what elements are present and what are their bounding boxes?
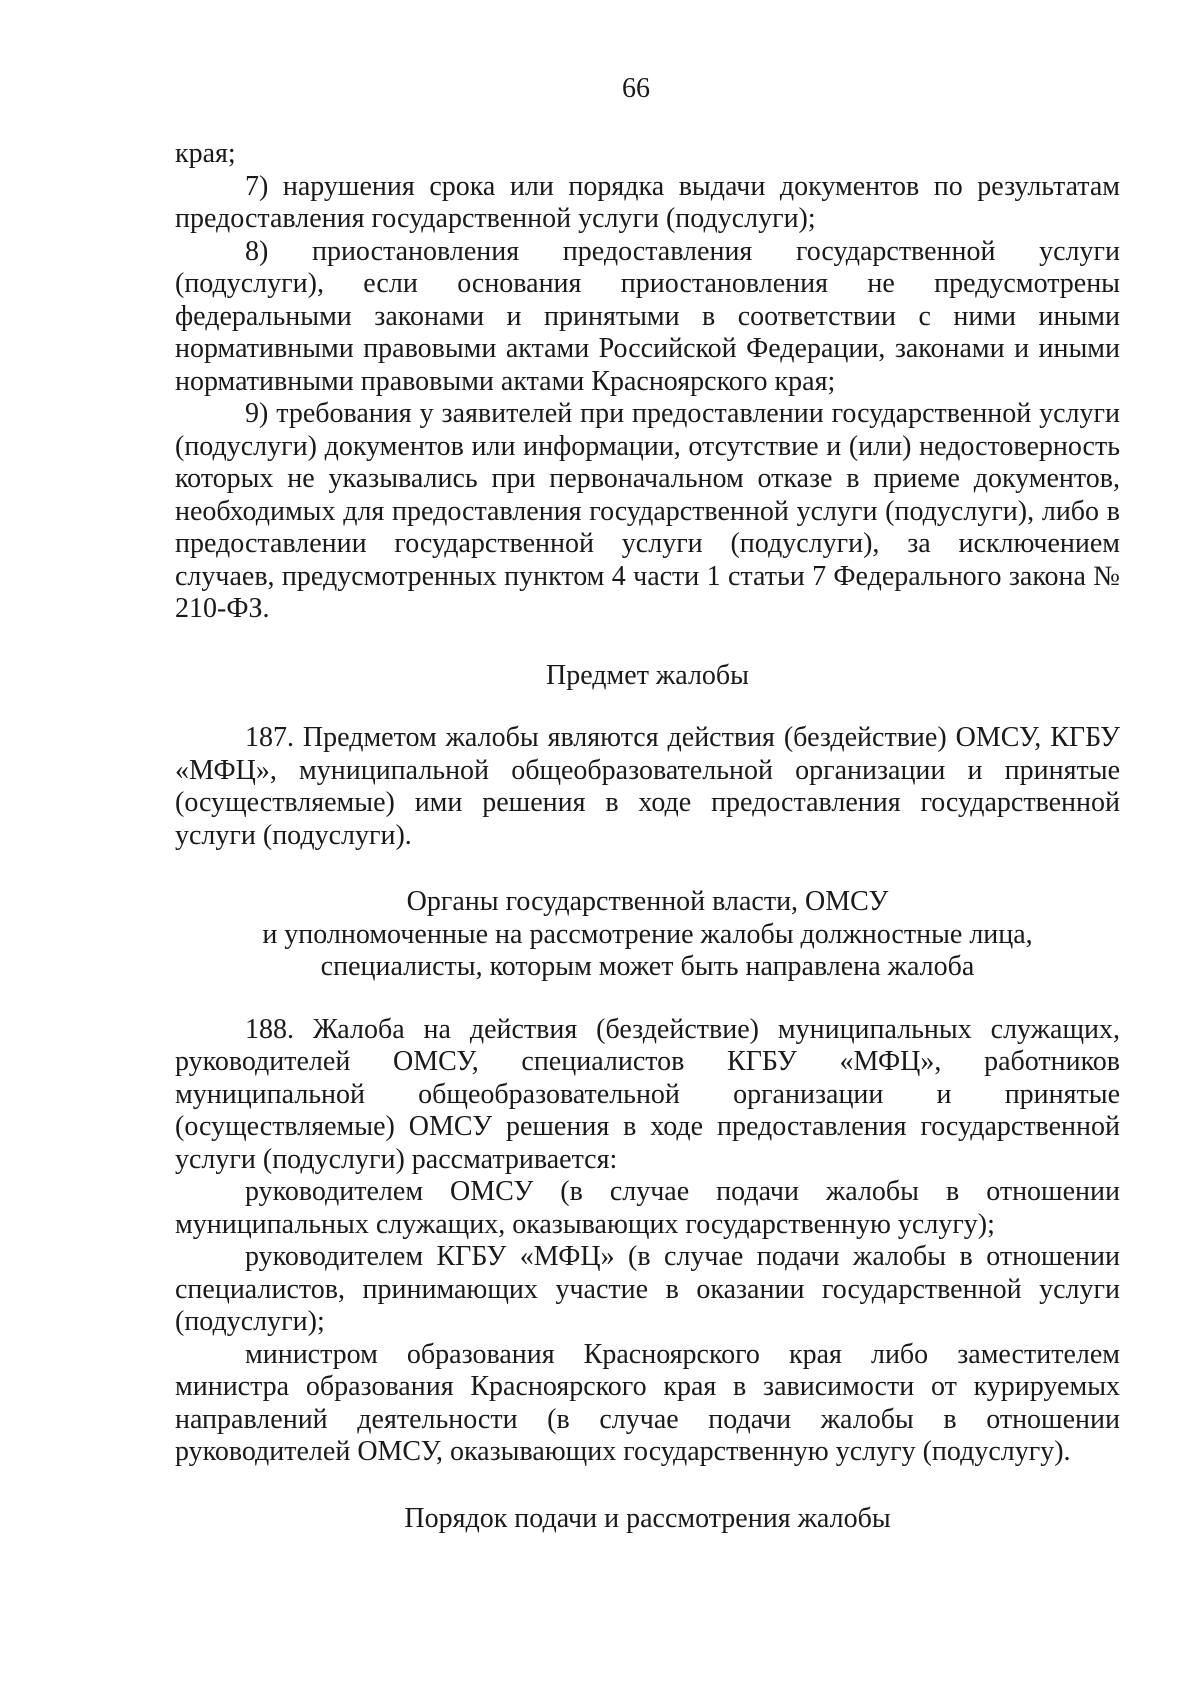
list-item-head-omsu: руководителем ОМСУ (в случае подачи жалобы в отношении муниципальных служащих, оказывающих государственную услугу);	[175, 1176, 1120, 1240]
section-heading-procedure: Порядок подачи и рассмотрения жалобы	[404, 1502, 891, 1534]
paragraph-item-9: 9) требования у заявителей при предоставлении государственной услуги (подуслуги) документов или информации, отсутствие и (или) недостоверность которых не указывались при первоначальном отказе в приеме документов, необходимых для предоставления государственной услуги (подуслуги), либо в предоставлении государственной услуги (подуслуги), за исключением случаев, предусмотренных пунктом 4 части 1 статьи 7 Федерального закона № 210-ФЗ.	[175, 398, 1120, 624]
page-number: 66	[622, 73, 650, 104]
section-heading-subject: Предмет жалобы	[546, 659, 749, 691]
paragraph-187: 187. Предметом жалобы являются действия (бездействие) ОМСУ, КГБУ «МФЦ», муниципальной общеобразовательной организации и принятые (осуществляемые) ими решения в ходе предоставления государственной услуги (подуслуги).	[175, 722, 1120, 851]
section-heading-bodies-line-1: Органы государственной власти, ОМСУ	[406, 886, 889, 917]
paragraph-continuation: края;	[175, 138, 236, 169]
section-heading-bodies-line-3: специалисты, которым может быть направлена жалоба	[320, 951, 975, 982]
list-item-minister: министром образования Красноярского края либо заместителем министра образования Красноярского края в зависимости от курируемых направлений деятельности (в случае подачи жалобы в отношении руководителей ОМСУ, оказывающих государственную услугу (подуслугу).	[175, 1338, 1120, 1467]
paragraph-item-7: 7) нарушения срока или порядка выдачи документов по результатам предоставления государственной услуги (подуслуги);	[175, 170, 1120, 234]
paragraph-item-8: 8) приостановления предоставления государственной услуги (подуслуги), если основания приостановления не предусмотрены федеральными законами и принятыми в соответствии с ними иными нормативными правовыми актами Российской Федерации, законами и иными нормативными правовыми актами Красноярского края;	[175, 235, 1120, 397]
paragraph-188: 188. Жалоба на действия (бездействие) муниципальных служащих, руководителей ОМСУ, специалистов КГБУ «МФЦ», работников муниципальной общеобразовательной организации и принятые (осуществляемые) ОМСУ решения в ходе предоставления государственной услуги (подуслуги) рассматривается:	[175, 1013, 1120, 1175]
list-item-head-mfc: руководителем КГБУ «МФЦ» (в случае подачи жалобы в отношении специалистов, принимающих участие в оказании государственной услуги (подуслуги);	[175, 1241, 1120, 1337]
document-body	[175, 138, 1120, 1535]
section-heading-bodies-line-2: и уполномоченные на рассмотрение жалобы должностные лица,	[262, 918, 1033, 950]
